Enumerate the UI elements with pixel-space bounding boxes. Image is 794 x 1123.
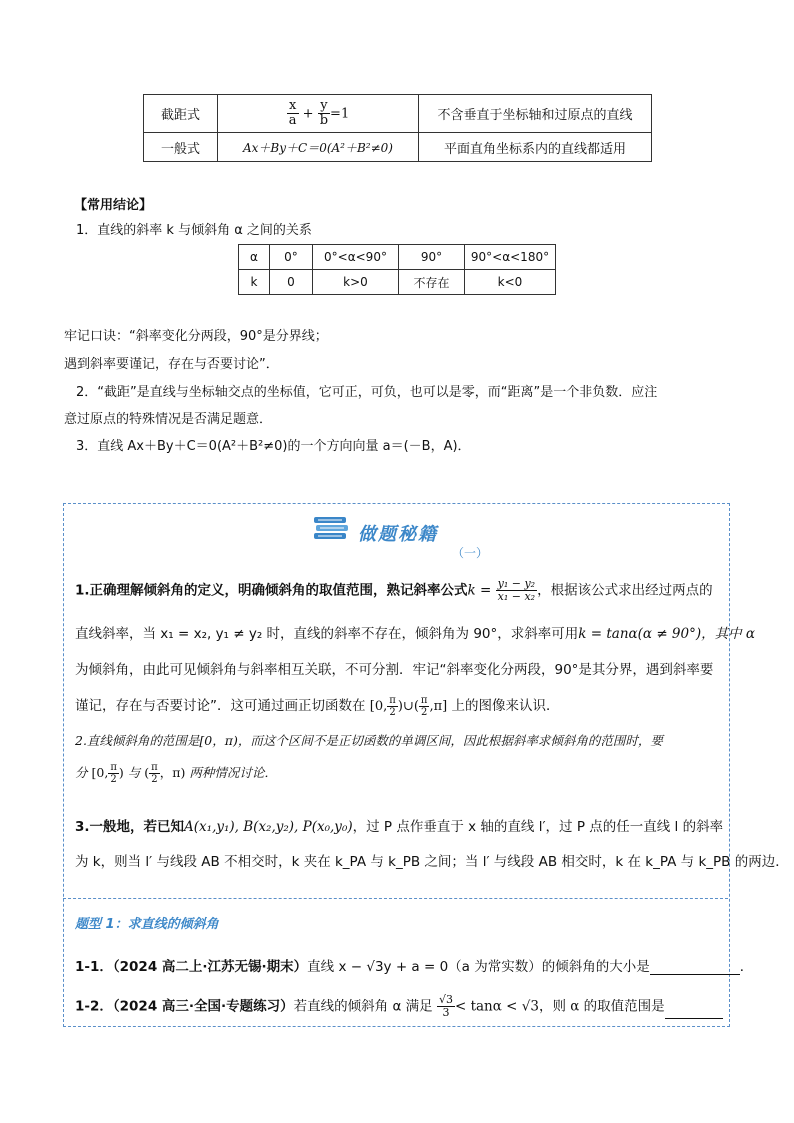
answer-blank[interactable] [650,974,740,975]
conclusions-heading: 【常用结论】 [74,198,153,213]
answer-blank[interactable] [665,1018,723,1019]
table-cell: 90°<α<180° [465,245,556,270]
slope-angle-table [238,244,556,295]
tip-3-line-1: 3.一般地，若已知A(x₁,y₁), B(x₂,y₂), P(x₀,y₀)，过 P 点作垂直于 x 轴的直线 l′，过 P 点的任一直线 l 的斜率 [75,819,724,835]
table-cell: 不含垂直于坐标轴和过原点的直线 [419,95,652,133]
tip-1-line-2: 直线斜率，当 x₁ = x₂, y₁ ≠ y₂ 时，直线的斜率不存在，倾斜角为 90°，求斜率可用k = tanα(α ≠ 90°)，其中 α [75,626,756,642]
tip-2-line-1: 2.直线倾斜角的范围是[0，π)，而这个区间不是正切函数的单调区间，因此根据斜率求倾斜角的范围时，要 [75,733,663,748]
table-cell: 0°<α<90° [313,245,399,270]
tip-1-line-1: 1.正确理解倾斜角的定义，明确倾斜角的取值范围，熟记斜率公式k = $\frac{\text{y₁ − y₂}}{\text{x₁ − x₂}}$ ，根据该公式求出经过两点的 [75,577,713,604]
conclusion-2-cont: 意过原点的特殊情况是否满足题意． [64,412,273,427]
box-title: 做题秘籍 [358,524,438,545]
table-cell: α [239,245,270,270]
conclusion-3: 3．直线 Ax＋By＋C＝0(A²＋B²≠0)的一个方向向量 a＝(－B，A)． [76,439,471,454]
intercept-formula: $\frac{x}{a}$ + $\frac{y}{b}$ =1 [218,95,419,133]
table-cell: 0° [270,245,313,270]
general-formula: Ax＋By＋C＝0(A²＋B²≠0) [218,133,419,162]
conclusion-2: 2．“截距”是直线与坐标轴交点的坐标值，它可正，可负，也可以是零，而“距离”是一个非负数．应注 [76,385,658,400]
mnemonic-line-2: 遇到斜率要谨记，存在与否要讨论”． [64,357,279,372]
question-1-1: 1-1．（2024 高二上·江苏无锡·期末）直线 x − √3y + a = 0（a 为常实数）的倾斜角的大小是 ． [75,959,754,975]
table-cell: 90° [399,245,465,270]
tip-1-line-3: 为倾斜角，由此可见倾斜角与斜率相互关联，不可分割．牢记“斜率变化分两段，90°是其分界，遇到斜率要 [75,662,714,678]
box-divider [63,898,728,899]
table-cell: 截距式 [144,95,218,133]
table-cell: k<0 [465,270,556,295]
tip-3-line-2: 为 k，则当 l′ 与线段 AB 不相交时，k 夹在 k_PA 与 k_PB 之间；当 l′ 与线段 AB 相交时，k 在 k_PA 与 k_PB 的两边． [75,854,789,870]
table-row [144,95,652,133]
interval-expression: [0, $\frac{\pi}{2}$ )∪( $\frac{\pi}{2}$ ,π] [369,695,448,718]
table-cell: k>0 [313,270,399,295]
tip-2-line-2: 分 [0, $\frac{\pi}{2}$ ) 与 ( $\frac{\pi}{2}$ ，π) 两种情况讨论． [75,762,277,785]
conclusion-1: 1．直线的斜率 k 与倾斜角 α 之间的关系 [76,223,312,238]
topic-heading: 题型 1：求直线的倾斜角 [75,917,219,932]
book-stack-icon [312,515,352,549]
tip-1-line-4: 谨记，存在与否要讨论”．这可通过画正切函数在 [0, $\frac{\pi}{2}$ )∪( $\frac{\pi}{2}$ ,π] 上的图像来认识． [75,695,560,718]
table-row [239,245,556,270]
mnemonic-line-1: 牢记口诀：“斜率变化分两段，90°是分界线； [64,329,328,344]
table-cell: 不存在 [399,270,465,295]
box-subtitle: （一） [452,546,489,560]
line-equation-table [143,94,652,162]
table-row [144,133,652,162]
table-row [239,270,556,295]
table-cell: 一般式 [144,133,218,162]
question-1-2: 1-2．（2024 高三·全国·专题练习）若直线的倾斜角 α 满足 $\frac{√3}{3}$ < tanα < √3，则 α 的取值范围是 [75,994,723,1019]
table-cell: 0 [270,270,313,295]
table-cell: k [239,270,270,295]
table-cell: 平面直角坐标系内的直线都适用 [419,133,652,162]
